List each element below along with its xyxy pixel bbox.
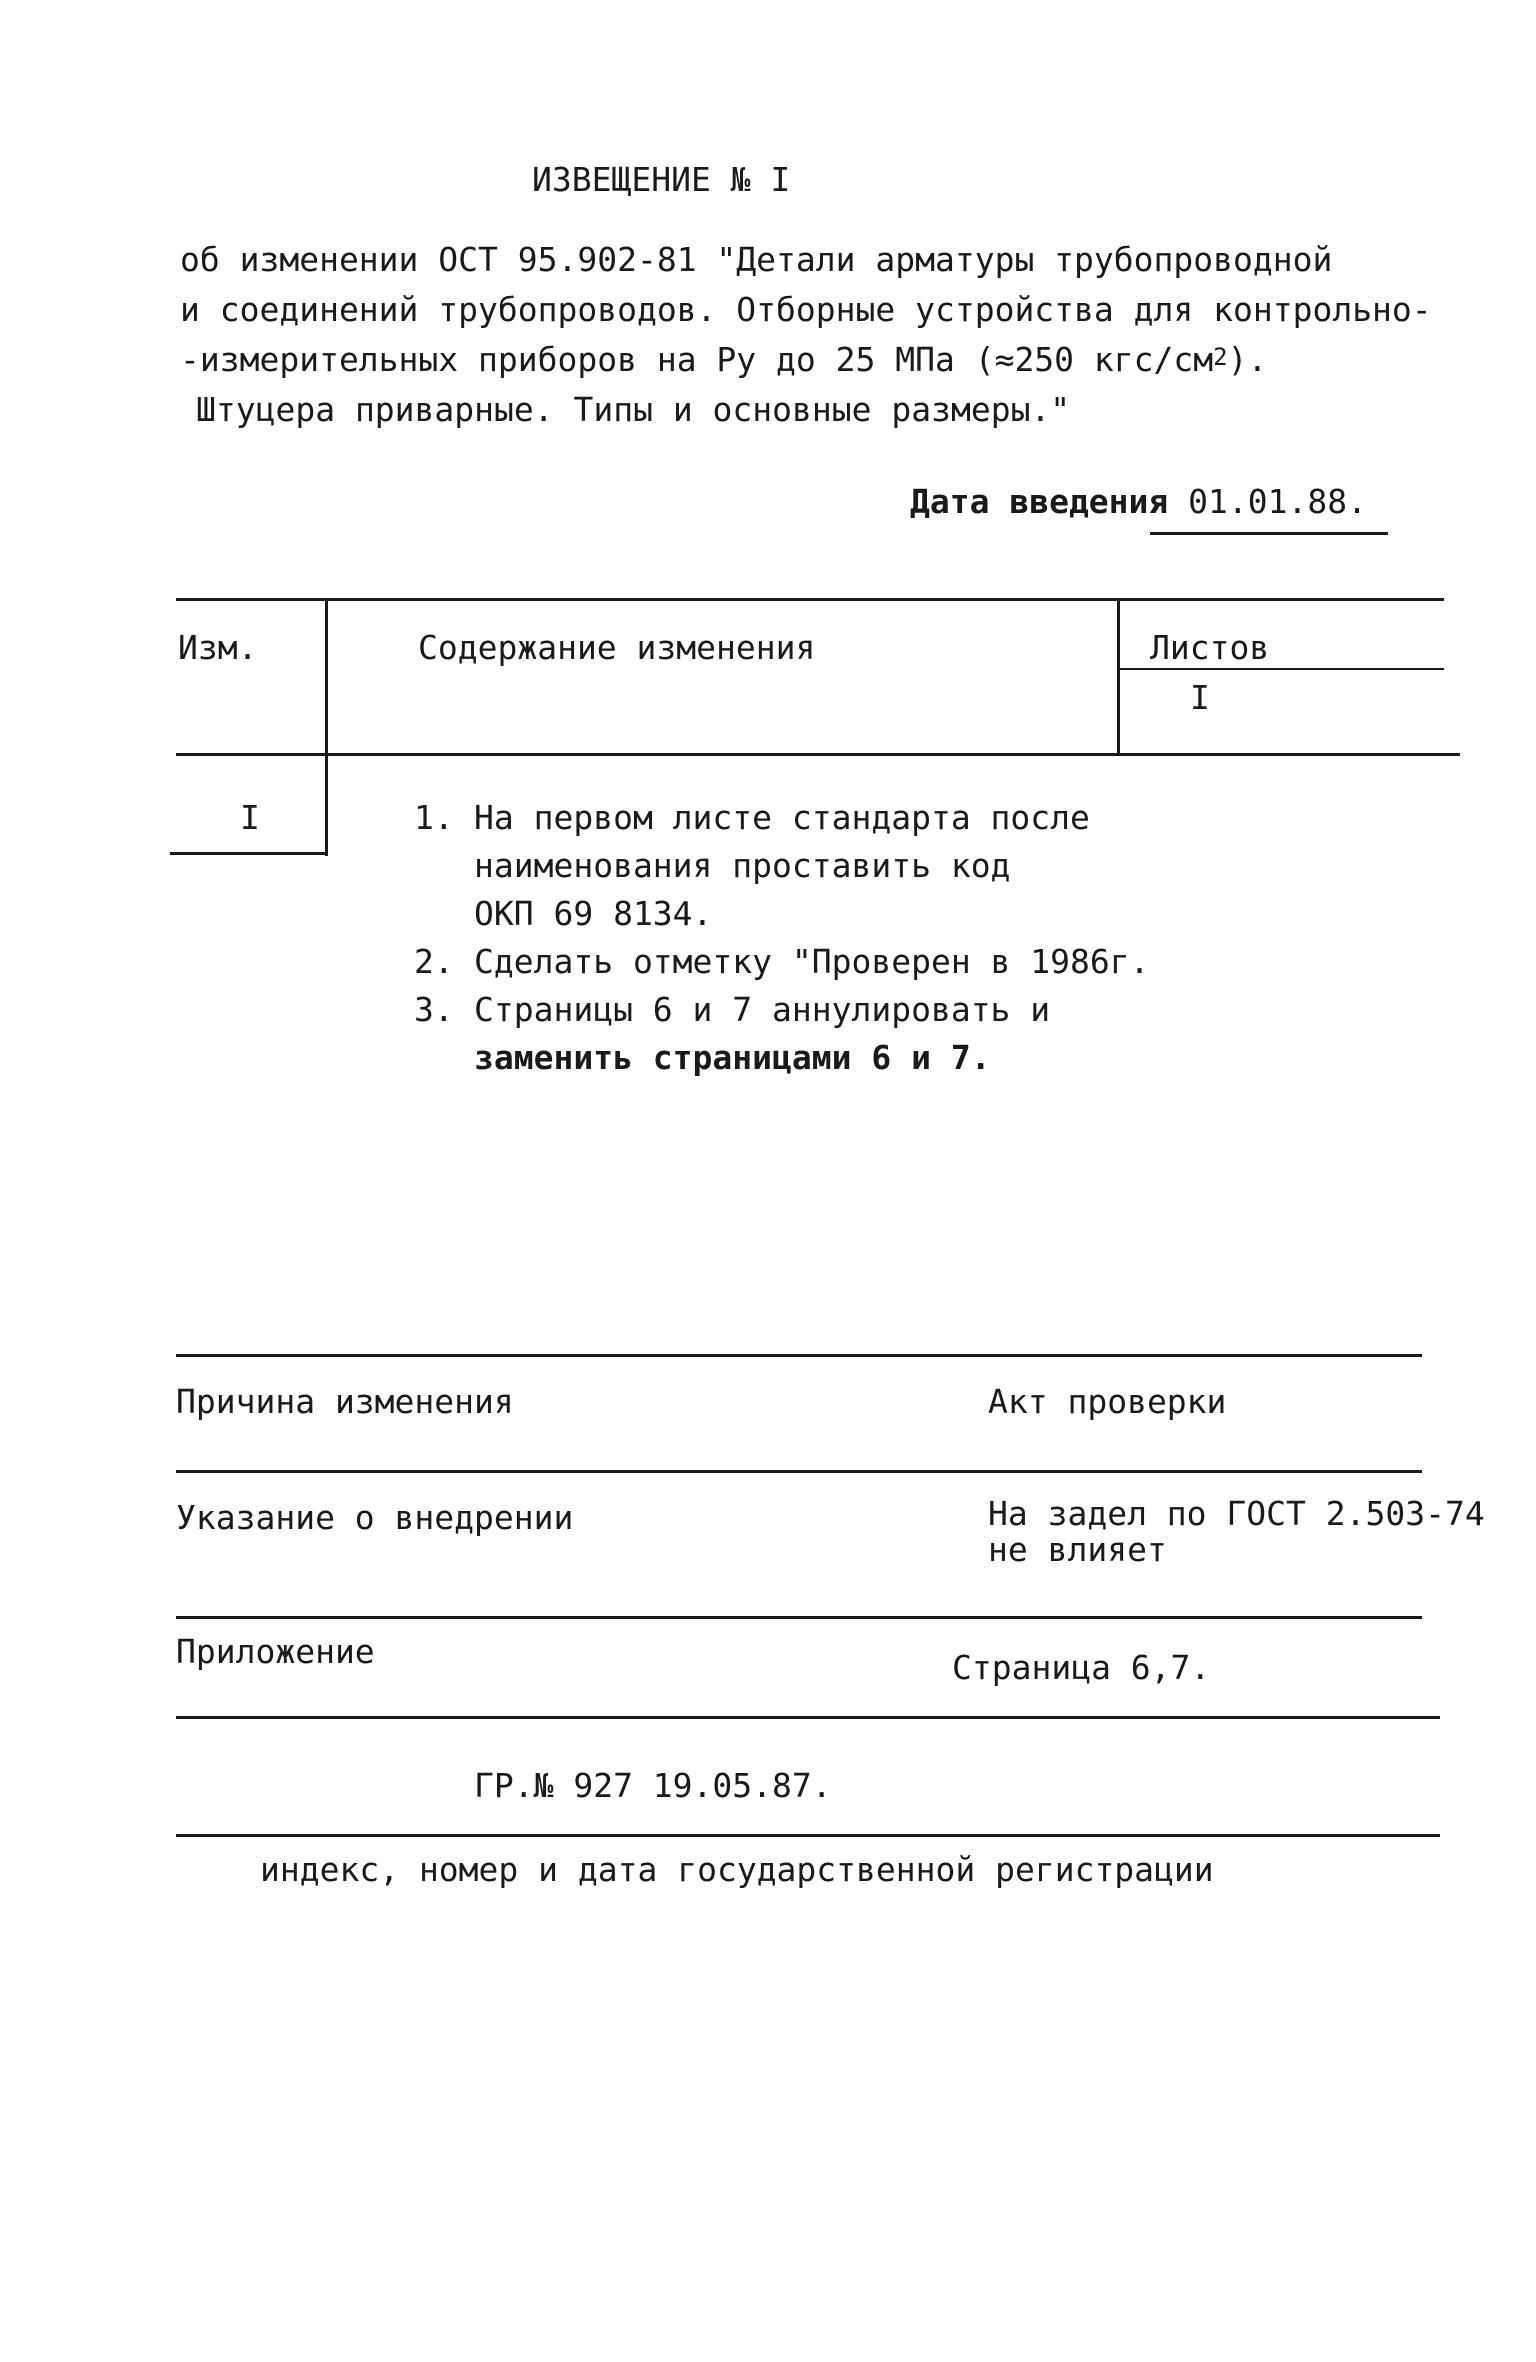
table-top-rule [176,598,1444,601]
row-change-no: I [240,798,260,837]
appendix-label: Приложение [176,1632,375,1671]
subject-line-3 [180,336,1267,387]
item-3-line-2: заменить страницами 6 и 7. [474,1038,991,1077]
footer-rule-5 [176,1834,1440,1837]
subject-line-1: об изменении ОСТ 95.902-81 "Детали арматуры трубопроводной [180,240,1333,279]
implementation-value-1: На задел по ГОСТ 2.503-74 [988,1494,1485,1533]
reason-label: Причина изменения [176,1382,514,1421]
footer-rule-4 [176,1716,1440,1719]
registration-caption: индекс, номер и дата государственной регистрации [260,1850,1214,1889]
item-1-line-3: ОКП 69 8134. [474,894,713,933]
header-content: Содержание изменения [418,628,816,667]
effective-date-underline [1150,532,1388,535]
item-1-number: 1. [414,798,454,837]
table-header-bottom-rule [176,753,1460,756]
footer-rule-3 [176,1616,1422,1619]
implementation-label: Указание о внедрении [176,1498,574,1537]
registration-value: ГР.№ 927 19.05.87. [474,1766,832,1805]
subject-line-4: Штуцера приварные. Типы и основные размеры." [196,390,1071,429]
item-1-line-2: наименования проставить код [474,846,1011,885]
item-3-number: 3. [414,990,454,1029]
appendix-value: Страница 6,7. [952,1648,1211,1687]
item-2-line-1: Сделать отметку "Проверен в 1986г. [474,942,1150,981]
header-sheets-value: I [1190,678,1210,717]
effective-date-value: 01.01.88. [1188,482,1367,521]
table-col-divider-2 [1117,598,1120,754]
reason-value: Акт проверки [988,1382,1227,1421]
item-1-line-1: На первом листе стандарта после [474,798,1090,837]
notice-title: ИЗВЕЩЕНИЕ № I [532,160,791,199]
subject-line-3-text: -измерительных приборов на Ру до 25 МПа (≈250 кгс/см [180,340,1214,379]
subject-line-2: и соединений трубопроводов. Отборные устройства для контрольно- [180,290,1432,329]
implementation-value-2: не влияет [988,1530,1167,1569]
table-col-divider-1 [325,598,328,856]
header-sheets: Листов [1150,628,1270,667]
effective-date-label: Дата введения [910,482,1169,521]
item-3-line-1: Страницы 6 и 7 аннулировать и [474,990,1051,1029]
superscript-2: 2 [1213,343,1228,371]
footer-rule-1 [176,1354,1422,1357]
table-row-underline [170,852,328,855]
item-2-number: 2. [414,942,454,981]
footer-rule-2 [176,1470,1422,1473]
subject-line-3-end: ). [1227,340,1268,379]
effective-date [910,478,1367,526]
header-change-no: Изм. [178,628,258,667]
